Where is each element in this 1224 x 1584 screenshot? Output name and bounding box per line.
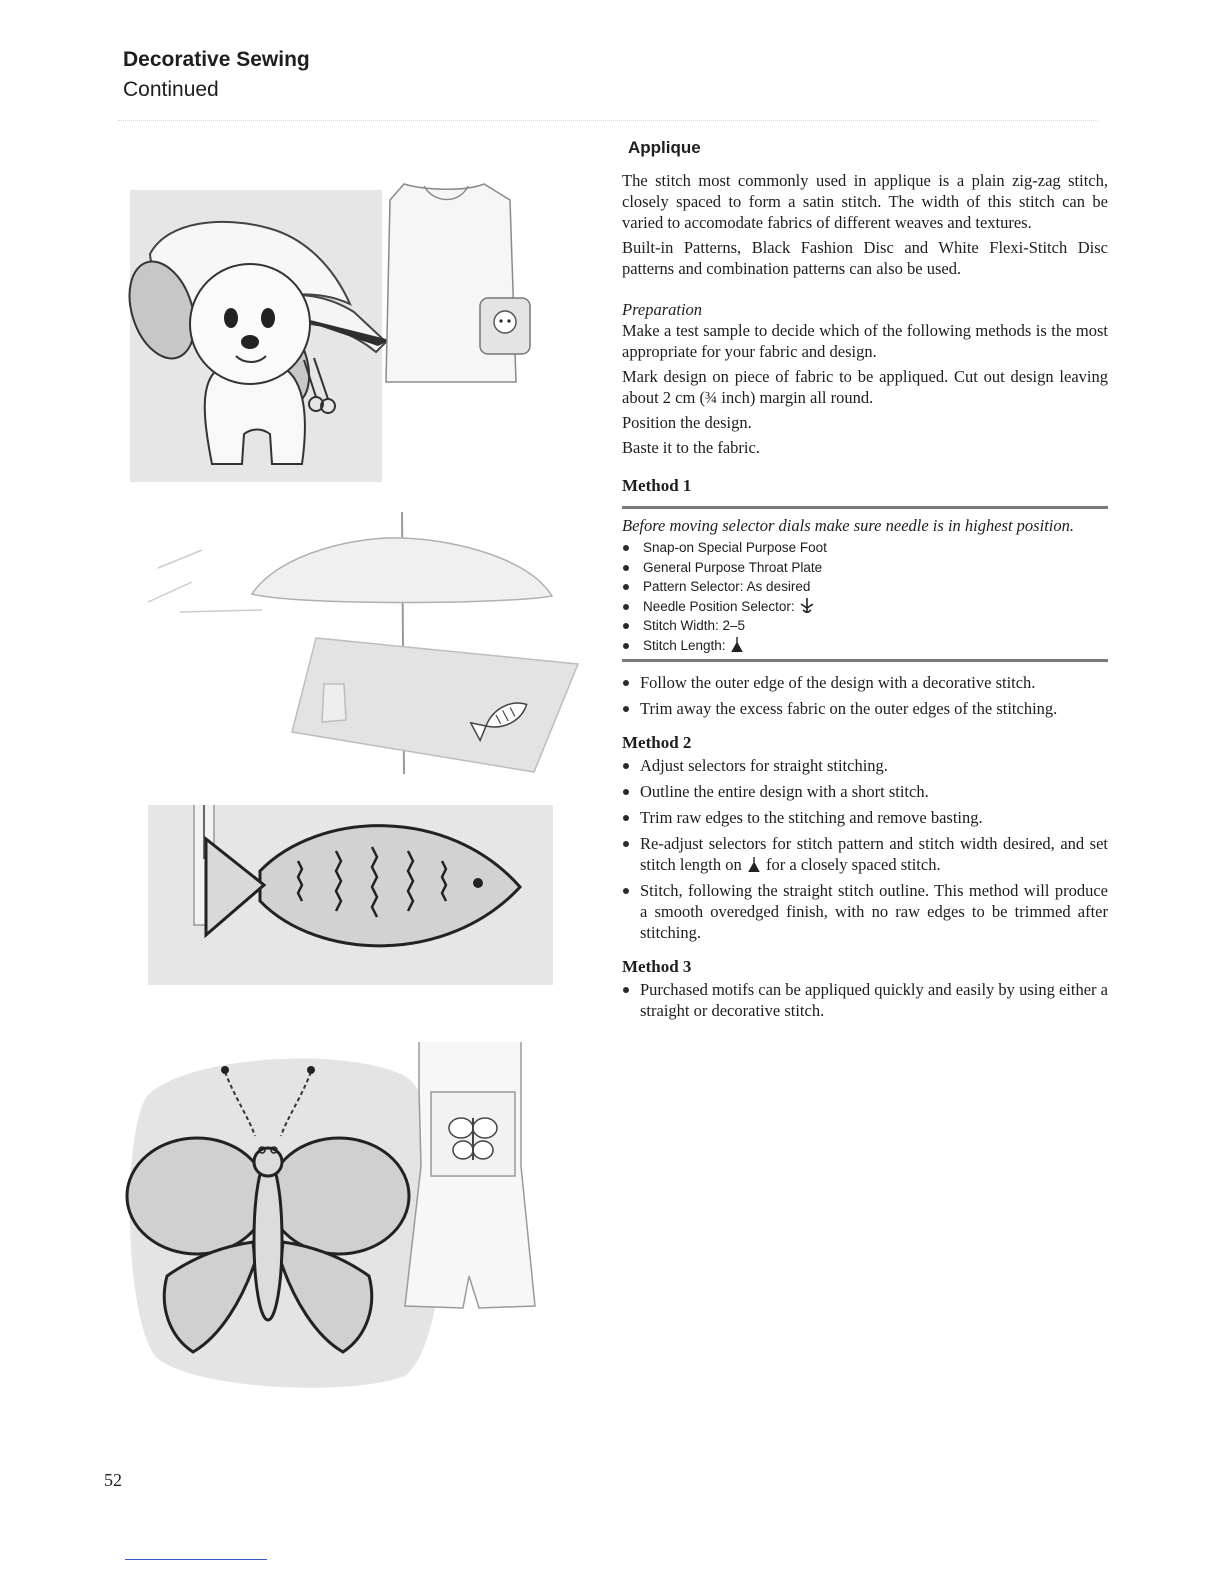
beach-towel-illustration: [130, 512, 585, 792]
method-2-heading: Method 2: [622, 732, 692, 752]
fish-applique-illustration: [148, 805, 553, 985]
method-3-steps: [622, 979, 1108, 1021]
method-step: [622, 698, 1108, 719]
preparation-heading: Preparation: [622, 300, 703, 319]
applique-para-2: Built-in Patterns, Black Fashion Disc and White Flexi-Stitch Disc patterns and combination patterns can also be used.: [622, 238, 1108, 278]
header-rule: [118, 120, 1098, 121]
preparation-line: Position the design.: [622, 413, 752, 432]
bottom-link-rule: [125, 1559, 267, 1560]
method-step: [622, 979, 1108, 1021]
applique-para-1: The stitch most commonly used in applique is a plain zig-zag stitch, closely spaced to form a satin stitch. The width of this stitch can be varied to accomodate fabrics of different weaves and textures.: [622, 171, 1108, 232]
step-text: Outline the entire design with a short stitch.: [640, 781, 929, 801]
page-number: 52: [104, 1470, 122, 1490]
machine-settings-box: [622, 506, 1108, 662]
settings-list: [622, 538, 1108, 656]
step-text: Trim raw edges to the stitching and remove basting.: [640, 807, 983, 827]
method-step: [622, 833, 1108, 875]
method-step: [622, 781, 1108, 802]
method-step: [622, 807, 1108, 828]
method-1-steps: [622, 672, 1108, 719]
preparation-line: Mark design on piece of fabric to be appliqued. Cut out design leaving about 2 cm (¾ inch) margin all round.: [622, 367, 1108, 407]
step-text: Purchased motifs can be appliqued quickly and easily by using either a straight or decorative stitch.: [640, 979, 1108, 1020]
setting-item: [622, 616, 1108, 636]
puppy-applique-illustration: [128, 172, 568, 484]
page-title: Decorative Sewing: [123, 48, 310, 71]
setting-label: Snap-on Special Purpose Foot: [643, 540, 827, 555]
butterfly-applique-illustration: [125, 1036, 545, 1398]
method-1-heading: Method 1: [622, 476, 692, 495]
setting-item: [622, 597, 1108, 617]
step-text: Trim away the excess fabric on the outer edges of the stitching.: [640, 698, 1058, 718]
setting-label: Stitch Width: 2–5: [643, 618, 746, 634]
step-text: Adjust selectors for straight stitching.: [640, 755, 888, 775]
setting-item: [622, 636, 1108, 656]
setting-item: [622, 577, 1108, 597]
applique-heading: Applique: [628, 138, 701, 157]
setting-label: Stitch Length:: [643, 637, 726, 653]
method-1-note: Before moving selector dials make sure needle is in highest position.: [622, 516, 1074, 535]
setting-item: [622, 558, 1108, 578]
satin-stitch-length-icon: [731, 637, 743, 652]
page-subtitle: Continued: [123, 78, 219, 101]
step-text: for a closely spaced stitch.: [766, 854, 941, 874]
text-column: [622, 138, 1108, 1021]
satin-stitch-length-icon: [748, 857, 760, 872]
setting-label: Pattern Selector: As desired: [643, 579, 811, 595]
method-3-heading: Method 3: [622, 956, 692, 976]
step-text: Re-adjust selectors for stitch pattern and stitch width desired, and set stitch length on: [640, 833, 1108, 874]
setting-label: Needle Position Selector:: [643, 598, 795, 614]
needle-position-icon: [800, 598, 814, 613]
preparation-line: Make a test sample to decide which of the following methods is the most appropriate for your fabric and design.: [622, 321, 1108, 361]
method-step: [622, 880, 1108, 943]
setting-label: General Purpose Throat Plate: [643, 559, 823, 575]
setting-item: [622, 538, 1108, 558]
method-2-steps: [622, 755, 1108, 943]
preparation-line: Baste it to the fabric.: [622, 438, 760, 457]
step-text: Follow the outer edge of the design with a decorative stitch.: [640, 672, 1036, 692]
method-step: [622, 672, 1108, 693]
method-step: [622, 755, 1108, 776]
step-text: Stitch, following the straight stitch outline. This method will produce a smooth overedged finish, with no raw edges to be trimmed after stitching.: [640, 880, 1108, 942]
